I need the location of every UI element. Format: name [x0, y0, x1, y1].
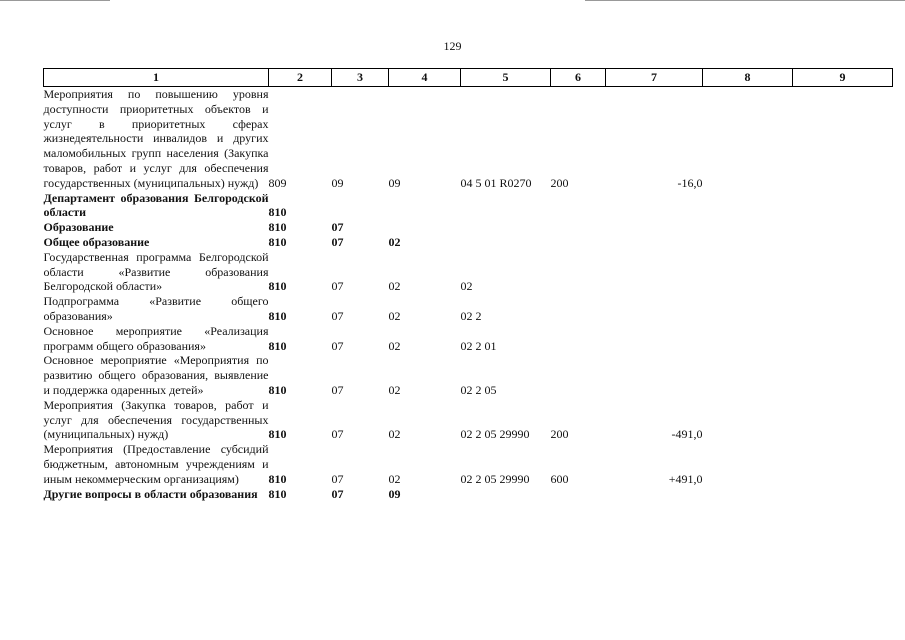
row-col-8: [703, 398, 793, 442]
table-row: [44, 235, 893, 250]
row-section-code: 07: [331, 308, 344, 323]
row-ministry-code: 810: [268, 308, 287, 323]
row-amount: -16,0: [677, 175, 703, 190]
row-amount: [606, 487, 703, 502]
row-section-code: [332, 191, 389, 221]
table-row: [44, 220, 893, 235]
row-col-9: [793, 220, 893, 235]
row-col-9: [793, 294, 893, 324]
row-ministry-code: 810: [268, 279, 287, 294]
row-ministry-code: 810: [268, 486, 287, 501]
row-col-9: [793, 398, 893, 442]
row-col-9: [793, 442, 893, 486]
row-ministry-code: 810: [268, 220, 287, 235]
top-edge-rule-right: [585, 0, 905, 1]
table-header-row: [44, 69, 893, 87]
row-name: Общее образование: [43, 234, 150, 249]
header-col-9: 9: [793, 69, 893, 87]
row-name: Департамент образования Белгородской области: [43, 190, 269, 220]
row-col-9: [793, 87, 893, 191]
row-name: Мероприятия (Закупка товаров, работ и услуг для обеспечения государственных (муниципальных) нужд): [43, 397, 269, 442]
row-section-code: 09: [331, 175, 344, 190]
row-target-article: 02 2 05 29990: [460, 471, 530, 486]
row-ministry-code: 810: [268, 427, 287, 442]
header-col-5: 5: [461, 69, 551, 87]
row-section-code: 07: [331, 471, 344, 486]
table-row: [44, 442, 893, 486]
budget-table: [43, 68, 893, 501]
table-row: [44, 250, 893, 294]
row-amount: [606, 294, 703, 324]
row-target-article: [461, 191, 551, 221]
row-subsection-code: 02: [388, 471, 401, 486]
row-ministry-code: 809: [268, 175, 287, 190]
row-expense-type: 600: [550, 471, 569, 486]
row-target-article: 02: [460, 279, 473, 294]
row-section-code: 07: [331, 486, 344, 501]
row-name: Мероприятия по повышению уровня доступности приоритетных объектов и услуг в приоритетных сферах жизнедеятельности инвалидов и других маломобильных групп населения (Закупка товаров, работ и услуг для обеспечения государственных (муниципальных) нужд): [43, 87, 269, 190]
row-section-code: 07: [331, 220, 344, 235]
row-ministry-code: 810: [268, 338, 287, 353]
row-subsection-code: 02: [388, 427, 401, 442]
row-ministry-code: 810: [268, 382, 287, 397]
row-col-9: [793, 250, 893, 294]
header-col-1: 1: [44, 69, 269, 87]
row-amount: [606, 250, 703, 294]
page-number: 129: [443, 39, 462, 53]
row-name: Подпрограмма «Развитие общего образования»: [43, 294, 269, 323]
row-col-8: [703, 235, 793, 250]
row-target-article: 02 2: [460, 308, 482, 323]
header-col-3: 3: [332, 69, 389, 87]
row-amount: [606, 220, 703, 235]
header-col-6: 6: [551, 69, 606, 87]
row-subsection-code: 02: [388, 382, 401, 397]
row-expense-type: [551, 487, 606, 502]
row-subsection-code: 09: [388, 486, 401, 501]
row-col-8: [703, 87, 793, 191]
row-expense-type: [551, 220, 606, 235]
row-col-9: [793, 324, 893, 354]
row-col-8: [703, 487, 793, 502]
table-row: [44, 353, 893, 397]
row-col-8: [703, 353, 793, 397]
row-col-8: [703, 324, 793, 354]
row-expense-type: 200: [550, 427, 569, 442]
row-amount: -491,0: [671, 427, 703, 442]
row-expense-type: [551, 353, 606, 397]
header-col-8: 8: [703, 69, 793, 87]
row-amount: [606, 191, 703, 221]
row-subsection-code: 09: [388, 175, 401, 190]
row-subsection-code: 02: [388, 234, 401, 249]
row-target-article: 04 5 01 R0270: [460, 175, 532, 190]
row-ministry-code: 810: [268, 234, 287, 249]
row-section-code: 07: [331, 427, 344, 442]
row-ministry-code: 810: [268, 471, 287, 486]
row-subsection-code: 02: [388, 308, 401, 323]
row-target-article: [461, 487, 551, 502]
top-edge-rule-left: [0, 0, 110, 1]
row-col-8: [703, 191, 793, 221]
row-amount: [606, 235, 703, 250]
header-col-4: 4: [389, 69, 461, 87]
row-subsection-code: 02: [388, 338, 401, 353]
row-expense-type: [551, 250, 606, 294]
row-name: Основное мероприятие «Реализация программ общего образования»: [43, 323, 269, 353]
table-row: [44, 398, 893, 442]
row-expense-type: [551, 191, 606, 221]
row-target-article: [461, 220, 551, 235]
table-row: [44, 87, 893, 191]
row-amount: [606, 324, 703, 354]
row-section-code: 07: [331, 338, 344, 353]
row-section-code: 07: [331, 279, 344, 294]
row-expense-type: [551, 324, 606, 354]
row-col-9: [793, 487, 893, 502]
header-col-7: 7: [606, 69, 703, 87]
row-col-8: [703, 442, 793, 486]
row-col-9: [793, 191, 893, 221]
row-expense-type: [551, 294, 606, 324]
row-section-code: 07: [331, 382, 344, 397]
row-col-8: [703, 220, 793, 235]
row-subsection-code: [389, 220, 461, 235]
row-expense-type: [551, 235, 606, 250]
row-col-9: [793, 235, 893, 250]
row-name: Государственная программа Белгородской области «Развитие образования Белгородской области»: [43, 249, 269, 294]
header-col-2: 2: [269, 69, 332, 87]
row-target-article: 02 2 05 29990: [460, 427, 530, 442]
row-section-code: 07: [331, 234, 344, 249]
table-row: [44, 324, 893, 354]
row-expense-type: 200: [550, 175, 569, 190]
row-col-8: [703, 294, 793, 324]
row-target-article: [461, 235, 551, 250]
row-name: Основное мероприятие «Мероприятия по развитию общего образования, выявление и поддержка одаренных детей»: [43, 353, 269, 397]
row-name: Образование: [43, 220, 114, 235]
table-row: [44, 487, 893, 502]
row-name: Другие вопросы в области образования: [43, 486, 258, 501]
row-col-8: [703, 250, 793, 294]
row-subsection-code: 02: [388, 279, 401, 294]
table-row: [44, 191, 893, 221]
row-amount: +491,0: [668, 471, 703, 486]
row-ministry-code: 810: [268, 205, 287, 220]
row-subsection-code: [389, 191, 461, 221]
row-col-9: [793, 353, 893, 397]
row-target-article: 02 2 05: [460, 382, 497, 397]
table-row: [44, 294, 893, 324]
row-name: Мероприятия (Предоставление субсидий бюджетным, автономным учреждениям и иным некоммерческим организациям): [43, 442, 269, 486]
row-amount: [606, 353, 703, 397]
row-target-article: 02 2 01: [460, 338, 497, 353]
